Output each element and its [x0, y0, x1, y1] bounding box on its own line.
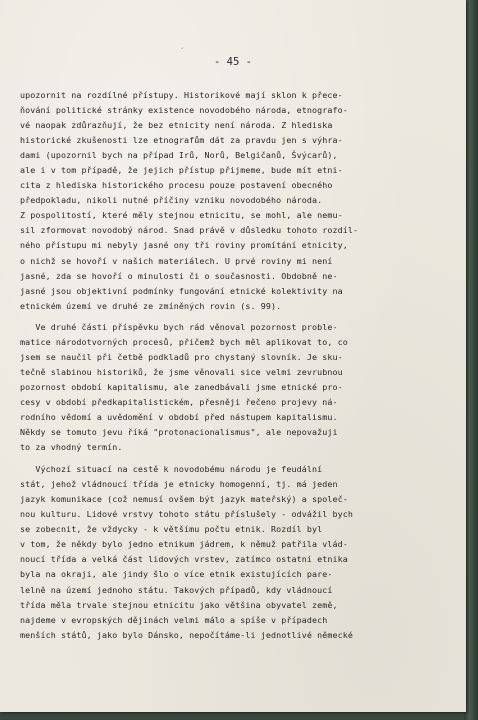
text-line: historické zkušenosti lze etnografům dát za pravdu jen s výhra-: [20, 135, 343, 146]
text-line: upozornit na rozdílné přístupy. Historikové mají sklon k přece-: [20, 90, 343, 100]
text-line: cesy v období předkapitalistickém, přesněji řečeno projevy ná-: [20, 396, 338, 407]
text-line: předpokladu, nikoli nutné příčiny vzniku novodobého národa.: [20, 195, 323, 206]
text-line: Výchozí situací na cestě k novodobému národu je feudální: [20, 464, 323, 475]
text-line: najdeme v evropských dějinách velmi málo a spíše v případech: [20, 614, 328, 625]
text-line: menších států, jako bylo Dánsko, nepočítáme-li jednotlivé německé: [20, 629, 354, 640]
text-line: Někdy se tomuto jevu říká "protonacionalismus", ale nepovažuji: [20, 427, 338, 438]
text-line: jasné, zda se hovoří o minulosti či o současnosti. Obdobně ne-: [20, 270, 338, 281]
text-line: tečně slabinou historiků, že jsme věnovali sice velmi zevrubnou: [20, 366, 343, 377]
page-number: - 45 -: [214, 56, 252, 68]
text-line: ného přístupu mi nebyly jasné ony tři roviny promítání etnicity,: [20, 240, 348, 251]
text-line: ale i v tom případě, že jejich přístup přijmeme, bude mít etni-: [20, 165, 343, 176]
text-line: jazyk komunikace (což nemusí ovšem být jazyk mateřský) a společ-: [20, 494, 348, 505]
text-line: to za vhodný termín.: [20, 442, 123, 453]
text-line: jasné jsou objektivní podmínky fungování etnické kolektivity na: [20, 285, 343, 296]
book-binding-edge: [464, 0, 478, 720]
text-line: třída měla trvale stejnou etnicitu jako většina obyvatel země,: [20, 599, 338, 610]
text-line: rodního vědomí a uvědomění v období před nástupem kapitalismu.: [20, 411, 338, 422]
paragraph-1: [20, 88, 466, 314]
text-line: jsem se naučil při četbě podkladů pro chystaný slovník. Je sku-: [20, 351, 343, 362]
text-line: Z pospolitostí, které měly stejnou etnicitu, se mohl, ale nemu-: [20, 210, 343, 221]
paragraph-2: [20, 320, 466, 455]
text-line: v tom, že někdy bylo jedno etnikum jádrem, k němuž patřila vlád-: [20, 539, 348, 550]
text-line: etnickém území ve druhé ze zmíněných rovin (s. 99).: [20, 300, 282, 311]
text-line: vé naopak zdůrazňují, že bez etnicity není národa. Z hlediska: [20, 120, 333, 131]
text-line: nou kulturu. Lidové vrstvy tohoto státu příslušely - odvážil bych: [20, 509, 354, 520]
text-line: o nichž se hovoří v našich materiálech. U prvé roviny mi není: [20, 255, 333, 266]
text-line: Ve druhé části příspěvku bych rád věnoval pozornost proble-: [20, 321, 338, 332]
text-line: noucí třída a velká část lidových vrstev, zatímco ostatní etnika: [20, 554, 348, 565]
text-line: matice národotvorných procesů, přičemž bych měl aplikovat to, co: [20, 336, 348, 347]
text-line: sil zformovat novodobý národ. Snad právě v důsledku tohoto rozdíl-: [20, 225, 359, 236]
text-line: se zobecnit, že vždycky - k většímu počtu etnik. Rozdíl byl: [20, 524, 323, 535]
pencil-mark: ˏ: [180, 40, 184, 49]
text-line: pozornost období kapitalismu, ale zanedbávali jsme etnické pro-: [20, 381, 343, 392]
text-line: byla na okraji, ale jindy šlo o více etnik existujících pare-: [20, 569, 333, 580]
text-line: cita z hlediska historického procesu pouze postavení obecného: [20, 180, 333, 191]
text-line: dami (upozornil bych na případ Irů, Norů, Belgičanů, Švýcarů),: [20, 150, 338, 161]
body-text: [20, 88, 466, 643]
text-line: stát, jehož vládnoucí třída je etnicky homogenní, tj. má jeden: [20, 479, 338, 490]
text-line: lelně na území jednoho státu. Takových případů, kdy vládnoucí: [20, 584, 333, 595]
text-line: ňování politické stránky existence novodobého národa, etnografo-: [20, 105, 348, 116]
paragraph-3: [20, 462, 466, 643]
